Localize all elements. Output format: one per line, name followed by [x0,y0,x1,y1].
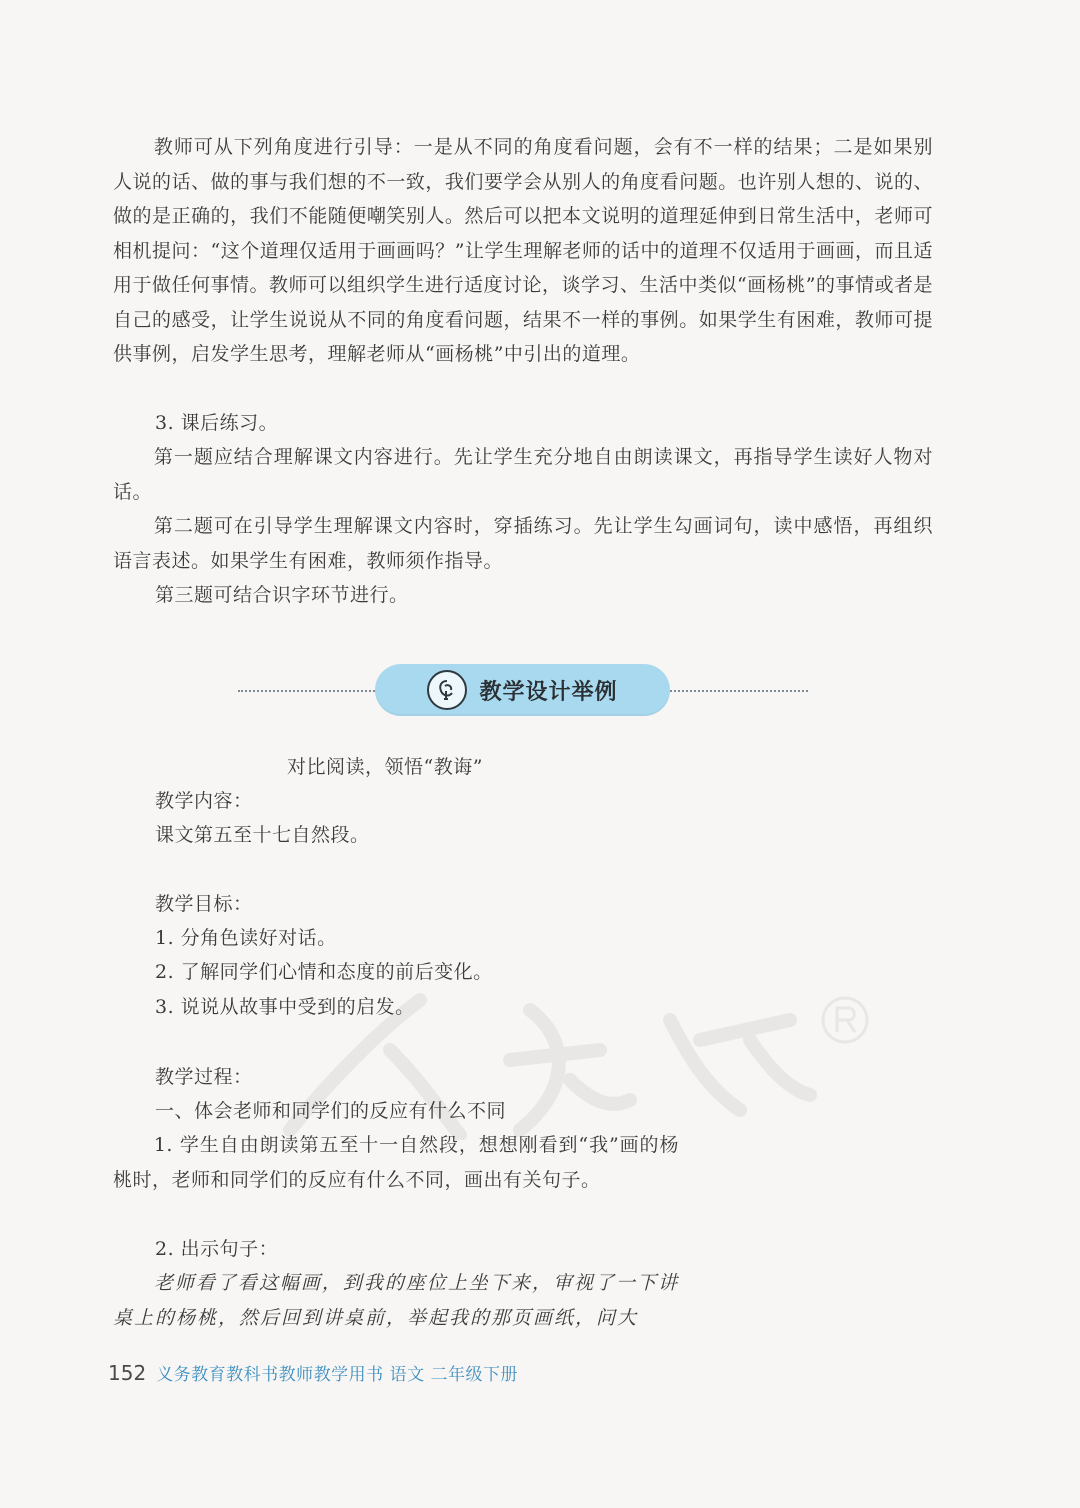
exercise-2-paragraph: 第二题可在引导学生理解课文内容时，穿插练习。先让学生勾画词句，读中感悟，再组织语言表述。如果学生有困难，教师须作指导。 [113,515,933,572]
goal-item: 1. 分角色读好对话。 [155,927,337,949]
banner-dotted-line-left [238,690,378,692]
quoted-passage: 老师看了看这幅画，到我的座位上坐下来，审视了一下讲桌上的杨桃，然后回到讲桌前，举起我的那页画纸，问大 [113,1272,679,1329]
intro-paragraph: 教师可从下列角度进行引导：一是从不同的角度看问题，会有不一样的结果；二是如果别人说的话、做的事与我们想的不一致，我们要学会从别人的角度看问题。也许别人想的、说的、做的是正确的，我们不能随便嘲笑别人。然后可以把本文说明的道理延伸到日常生活中，老师可相机提问：“这个道理仅适用于画画吗？”让学生理解老师的话中的道理不仅适用于画画，而且适用于做任何事情。教师可以组织学生进行适度讨论，谈学习、生活中类似“画杨桃”的事情或者是自己的感受，让学生说说从不同的角度看问题，结果不一样的事例。如果学生有困难，教师可提供事例，启发学生思考，理解老师从“画杨桃”中引出的道理。 [113,136,933,365]
section-banner [0,664,1080,716]
goals-label: 教学目标： [155,893,253,915]
content-label: 教学内容： [155,790,253,812]
content-value: 课文第五至十七自然段。 [155,824,370,846]
exercise-3-paragraph: 第三题可结合识字环节进行。 [155,584,409,606]
lesson-subtitle: 对比阅读，领悟“教诲” [287,756,483,778]
goal-item: 3. 说说从故事中受到的启发。 [155,996,415,1018]
spiral-book-icon [427,670,467,710]
process-step-2: 2. 出示句子： [155,1238,279,1260]
section3-heading: 3. 课后练习。 [155,412,279,434]
process-part-heading: 一、体会老师和同学们的反应有什么不同 [155,1100,507,1122]
banner-title: 教学设计举例 [479,679,618,705]
goal-item: 2. 了解同学们心情和态度的前后变化。 [155,961,493,983]
banner-pill [375,664,670,716]
process-step-1: 1. 学生自由朗读第五至十一自然段，想想刚看到“我”画的杨桃时，老师和同学们的反应有什么不同，画出有关句子。 [113,1134,679,1191]
banner-dotted-line-right [670,690,808,692]
page-number: 152 [108,1361,147,1385]
book-title: 义务教育教科书教师教学用书 语文 二年级下册 [156,1365,518,1385]
process-label: 教学过程： [155,1066,253,1088]
page-footer [108,1360,518,1385]
exercise-1-paragraph: 第一题应结合理解课文内容进行。先让学生充分地自由朗读课文，再指导学生读好人物对话。 [113,446,933,503]
